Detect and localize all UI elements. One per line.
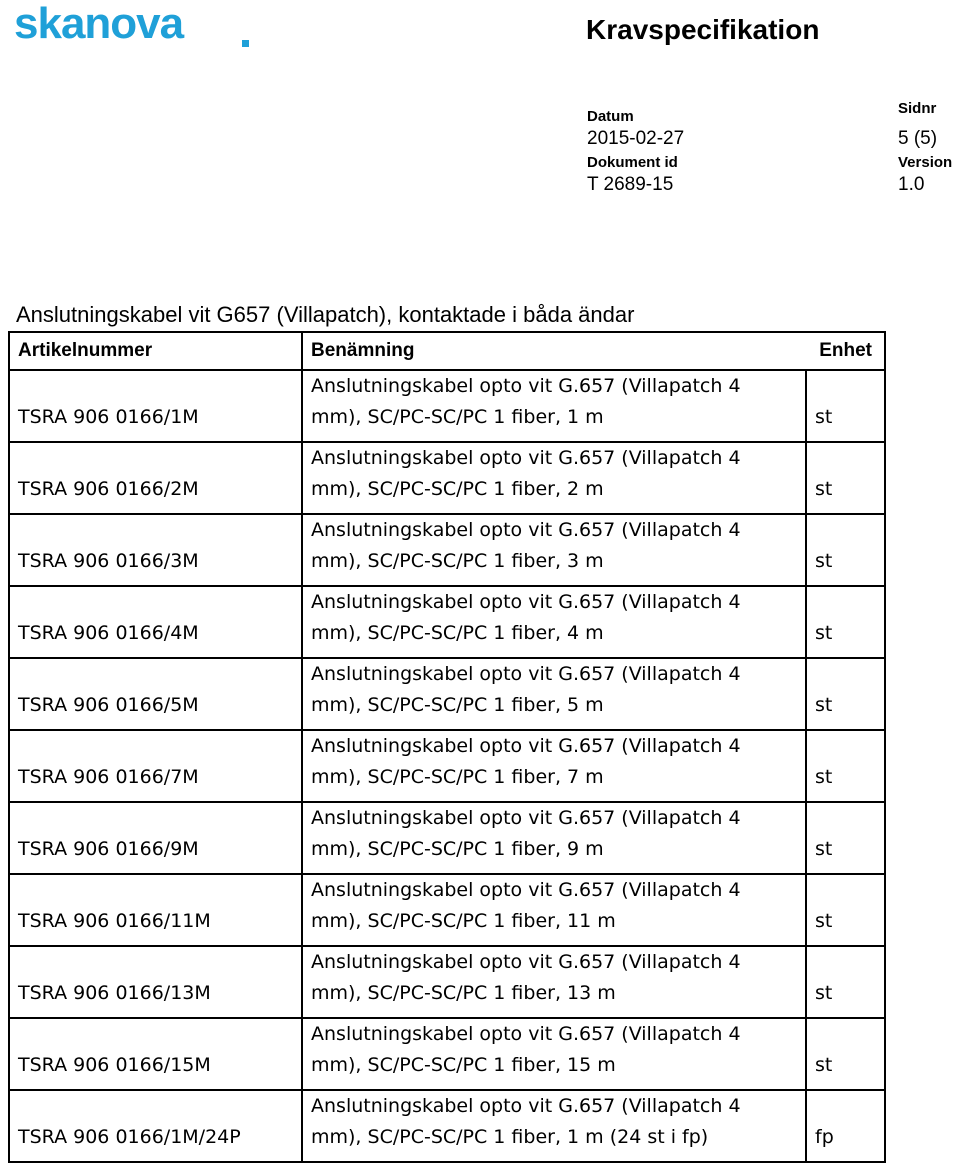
enhet-cell: st xyxy=(806,370,885,442)
enhet-cell: st xyxy=(806,946,885,1018)
artikelnummer-cell: TSRA 906 0166/1M xyxy=(9,370,302,442)
artikelnummer-cell: TSRA 906 0166/3M xyxy=(9,514,302,586)
benamning-line-2: mm), SC/PC-SC/PC 1 fiber, 1 m (24 st i fp) xyxy=(311,1126,709,1148)
benamning-line-1: Anslutningskabel opto vit G.657 (Villapatch 4 xyxy=(311,663,741,685)
product-table xyxy=(8,331,886,1163)
benamning-line-2: mm), SC/PC-SC/PC 1 fiber, 2 m xyxy=(311,478,604,500)
column-header-artikelnummer: Artikelnummer xyxy=(9,332,302,370)
table-row xyxy=(9,1090,885,1162)
benamning-line-1: Anslutningskabel opto vit G.657 (Villapatch 4 xyxy=(311,1023,741,1045)
table-row xyxy=(9,1018,885,1090)
benamning-cell xyxy=(302,442,806,514)
benamning-line-2: mm), SC/PC-SC/PC 1 fiber, 5 m xyxy=(311,694,604,716)
table-row xyxy=(9,442,885,514)
enhet-cell: st xyxy=(806,874,885,946)
benamning-line-2: mm), SC/PC-SC/PC 1 fiber, 13 m xyxy=(311,982,616,1004)
document-title: Kravspecifikation xyxy=(586,14,820,45)
sidnr-value: 5 (5) xyxy=(898,128,938,149)
benamning-line-1: Anslutningskabel opto vit G.657 (Villapatch 4 xyxy=(311,447,741,469)
benamning-line-2: mm), SC/PC-SC/PC 1 fiber, 4 m xyxy=(311,622,604,644)
table-row xyxy=(9,730,885,802)
dokument-id-value: T 2689-15 xyxy=(587,174,674,195)
benamning-line-2: mm), SC/PC-SC/PC 1 fiber, 15 m xyxy=(311,1054,616,1076)
table-row xyxy=(9,946,885,1018)
enhet-cell: st xyxy=(806,730,885,802)
artikelnummer-cell: TSRA 906 0166/11M xyxy=(9,874,302,946)
benamning-line-1: Anslutningskabel opto vit G.657 (Villapatch 4 xyxy=(311,879,741,901)
benamning-line-1: Anslutningskabel opto vit G.657 (Villapatch 4 xyxy=(311,1095,741,1117)
datum-value: 2015-02-27 xyxy=(587,128,685,149)
benamning-cell xyxy=(302,1090,806,1162)
benamning-line-2: mm), SC/PC-SC/PC 1 fiber, 1 m xyxy=(311,406,604,428)
artikelnummer-cell: TSRA 906 0166/9M xyxy=(9,802,302,874)
benamning-line-1: Anslutningskabel opto vit G.657 (Villapatch 4 xyxy=(311,591,741,613)
benamning-cell xyxy=(302,946,806,1018)
enhet-cell: st xyxy=(806,442,885,514)
table-row xyxy=(9,802,885,874)
artikelnummer-cell: TSRA 906 0166/2M xyxy=(9,442,302,514)
version-label: Version xyxy=(898,154,953,171)
artikelnummer-cell: TSRA 906 0166/7M xyxy=(9,730,302,802)
benamning-line-2: mm), SC/PC-SC/PC 1 fiber, 9 m xyxy=(311,838,604,860)
enhet-cell: st xyxy=(806,1018,885,1090)
enhet-cell: st xyxy=(806,802,885,874)
benamning-line-1: Anslutningskabel opto vit G.657 (Villapatch 4 xyxy=(311,807,741,829)
enhet-cell: st xyxy=(806,514,885,586)
benamning-cell xyxy=(302,370,806,442)
benamning-cell xyxy=(302,802,806,874)
enhet-cell: st xyxy=(806,658,885,730)
benamning-cell xyxy=(302,586,806,658)
column-header-benamning: Benämning xyxy=(302,332,806,370)
logo-wordmark: skanova xyxy=(14,0,184,48)
column-header-enhet: Enhet xyxy=(806,332,885,370)
artikelnummer-cell: TSRA 906 0166/5M xyxy=(9,658,302,730)
artikelnummer-cell: TSRA 906 0166/4M xyxy=(9,586,302,658)
table-row xyxy=(9,658,885,730)
table-row xyxy=(9,514,885,586)
table-row xyxy=(9,586,885,658)
benamning-line-1: Anslutningskabel opto vit G.657 (Villapatch 4 xyxy=(311,951,741,973)
enhet-cell: st xyxy=(806,586,885,658)
logo-dot xyxy=(242,40,249,47)
benamning-line-1: Anslutningskabel opto vit G.657 (Villapatch 4 xyxy=(311,519,741,541)
artikelnummer-cell: TSRA 906 0166/15M xyxy=(9,1018,302,1090)
sidnr-label: Sidnr xyxy=(898,100,937,117)
enhet-cell: fp xyxy=(806,1090,885,1162)
artikelnummer-cell: TSRA 906 0166/13M xyxy=(9,946,302,1018)
benamning-line-2: mm), SC/PC-SC/PC 1 fiber, 7 m xyxy=(311,766,604,788)
benamning-cell xyxy=(302,658,806,730)
table-row xyxy=(9,874,885,946)
benamning-cell xyxy=(302,514,806,586)
benamning-line-2: mm), SC/PC-SC/PC 1 fiber, 11 m xyxy=(311,910,616,932)
benamning-cell xyxy=(302,874,806,946)
dokument-id-label: Dokument id xyxy=(587,154,678,171)
artikelnummer-cell: TSRA 906 0166/1M/24P xyxy=(9,1090,302,1162)
table-header-row xyxy=(9,332,885,370)
benamning-line-2: mm), SC/PC-SC/PC 1 fiber, 3 m xyxy=(311,550,604,572)
table-row xyxy=(9,370,885,442)
skanova-logo xyxy=(14,0,250,52)
version-value: 1.0 xyxy=(898,174,925,195)
benamning-line-1: Anslutningskabel opto vit G.657 (Villapatch 4 xyxy=(311,735,741,757)
benamning-cell xyxy=(302,730,806,802)
datum-label: Datum xyxy=(587,108,634,125)
section-title: Anslutningskabel vit G657 (Villapatch), kontaktade i båda ändar xyxy=(16,302,635,327)
benamning-cell xyxy=(302,1018,806,1090)
benamning-line-1: Anslutningskabel opto vit G.657 (Villapatch 4 xyxy=(311,375,741,397)
